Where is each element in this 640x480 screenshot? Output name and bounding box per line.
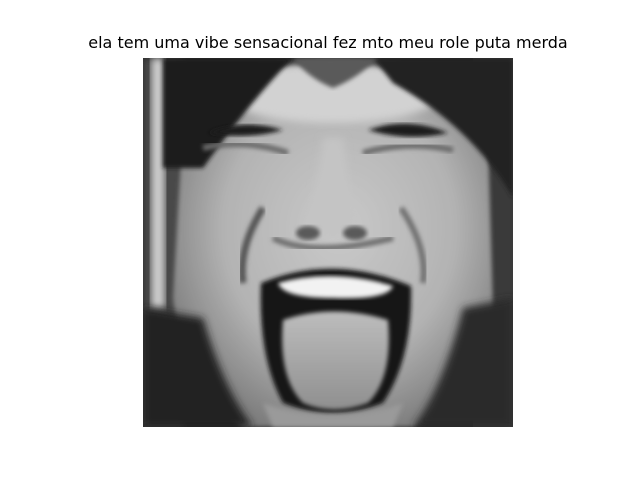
image-caption: ela tem uma vibe sensacional fez mto meu role puta merda — [88, 33, 568, 52]
face-photo-icon — [143, 58, 513, 427]
face-photo — [143, 58, 513, 427]
